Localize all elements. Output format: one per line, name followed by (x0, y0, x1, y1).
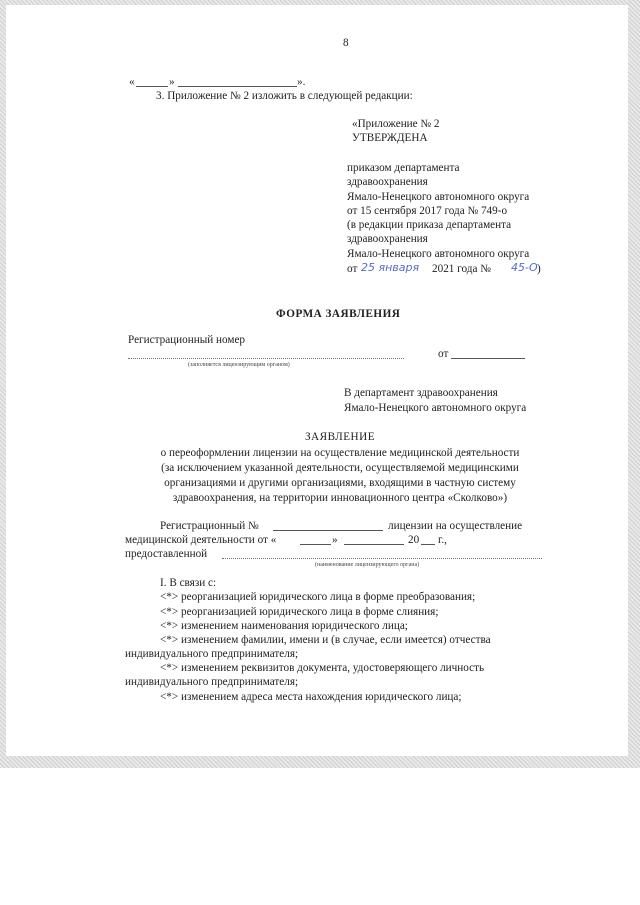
license-year-line (421, 544, 435, 545)
quote-blank-1 (136, 86, 168, 87)
scan-edge-top (0, 0, 640, 5)
reason-item: <*> изменением фамилии, имени и (в случае, если имеется) отчества (160, 634, 491, 646)
registration-date-line (451, 358, 525, 359)
registration-number-line (128, 358, 404, 359)
scan-edge-right (628, 0, 640, 768)
reason-item-continuation: индивидуального предпринимателя; (125, 676, 299, 688)
registration-note: (заполняется лицензирующим органом) (188, 362, 290, 368)
license-reg-no: Регистрационный № (160, 520, 259, 532)
application-subtitle-4: здравоохранения, на территории инновационного центра «Сколково») (172, 492, 508, 504)
license-month-line (344, 544, 404, 545)
registration-from: от (438, 348, 449, 360)
reason-item: <*> реорганизацией юридического лица в форме слияния; (160, 606, 439, 618)
application-subtitle-1: о переоформлении лицензии на осуществление медицинской деятельности (160, 447, 520, 459)
approval-line-5: Ямало-Ненецкого автономного округа (347, 191, 530, 203)
license-year-20: 20 (408, 534, 420, 546)
application-subtitle-3: организациями и другими организациями, входящими в частную систему (164, 477, 516, 489)
registration-label: Регистрационный номер (128, 334, 246, 346)
license-org-note: (наименование лицензирующего органа) (315, 562, 420, 568)
license-year-g: г., (438, 534, 447, 546)
item3-text: 3. Приложение № 2 изложить в следующей редакции: (156, 90, 413, 102)
quote-blank-2 (178, 86, 297, 87)
handwritten-number: 45-О (511, 261, 538, 274)
reason-item: <*> изменением реквизитов документа, удостоверяющего личность (160, 662, 485, 674)
license-day-line (300, 544, 331, 545)
license-med-from: медицинской деятельности от « (125, 534, 277, 546)
scan-edge-bottom (0, 756, 640, 768)
application-title: ЗАЯВЛЕНИЕ (304, 431, 376, 443)
quote-mid: » (169, 76, 175, 88)
reason-item: <*> изменением адреса места нахождения юридического лица; (160, 691, 462, 703)
approval-line-1: «Приложение № 2 (352, 118, 440, 130)
quote-open: « (129, 76, 135, 88)
page-number: 8 (343, 37, 349, 49)
reason-item-continuation: индивидуального предпринимателя; (125, 648, 299, 660)
scan-edge-left (0, 0, 6, 768)
addressee-line-2: Ямало-Ненецкого автономного округа (344, 402, 527, 414)
license-for-activity: лицензии на осуществление (388, 520, 523, 532)
approval-line-10-end: ) (537, 263, 541, 275)
approval-line-7: (в редакции приказа департамента (347, 219, 512, 231)
form-title: ФОРМА ЗАЯВЛЕНИЯ (276, 308, 401, 320)
handwritten-date: 25 января (361, 261, 420, 274)
approval-line-10-mid: 2021 года № (432, 263, 491, 275)
approval-line-8: здравоохранения (347, 233, 428, 245)
approval-line-2: УТВЕРЖДЕНА (352, 132, 428, 144)
approval-line-4: здравоохранения (347, 176, 428, 188)
reason-item: <*> реорганизацией юридического лица в форме преобразования; (160, 591, 476, 603)
addressee-line-1: В департамент здравоохранения (344, 387, 498, 399)
quote-close: ». (297, 76, 306, 88)
application-subtitle-2: (за исключением указанной деятельности, осуществляемой медицинскими (161, 462, 519, 474)
reason-item: <*> изменением наименования юридического лица; (160, 620, 408, 632)
approval-line-3: приказом департамента (347, 162, 460, 174)
reasons-intro: I. В связи с: (160, 577, 217, 589)
approval-line-10-prefix: от (347, 263, 358, 275)
license-granted: предоставленной (125, 548, 208, 560)
license-org-line (222, 558, 542, 559)
approval-line-9: Ямало-Ненецкого автономного округа (347, 248, 530, 260)
license-quote-close: » (332, 534, 338, 546)
approval-line-6: от 15 сентября 2017 года № 749-о (347, 205, 508, 217)
license-number-line (273, 530, 383, 531)
